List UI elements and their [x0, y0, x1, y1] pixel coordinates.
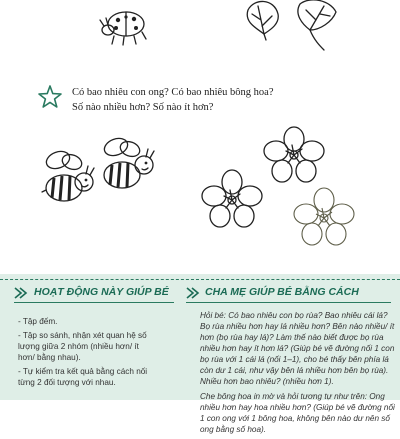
ladybug-icon [98, 6, 152, 48]
question-line-1: Có bao nhiêu con ong? Có bao nhiêu bông hoa? [72, 87, 274, 98]
activity-title: HOẠT ĐỘNG NÀY GIÚP BÉ [34, 286, 169, 298]
list-item: - Tập so sánh, nhận xét quan hệ số lượng giữa 2 nhóm (nhiều hơn/ ít hơn/ bằng nhau). [18, 331, 147, 362]
list-item: - Tập đếm. [18, 317, 58, 326]
star-icon [38, 85, 62, 109]
guidance-paragraph: Che bông hoa in mờ và hỏi tương tự như trên: Ong nhiều hơn hay hoa nhiều hơn? (Giúp bé vẽ đường nối 1 con ong với 1 bông hoa, không bên nào dư nên số ong bằng số hoa). [200, 392, 395, 434]
flower-icon [262, 125, 326, 185]
faded-flower-icon [292, 186, 356, 248]
activity-list [18, 316, 153, 391]
list-item: - Tự kiểm tra kết quả bằng cách nối từng 2 đối tượng với nhau. [18, 367, 148, 387]
guidance-paragraph: Hỏi bé: Có bao nhiêu con bọ rùa? Bao nhiêu cái lá? Bọ rùa nhiều hơn hay lá nhiều hơn? Bên nào nhiều/ ít hơn (bọ rùa hay lá)? Làm thế nào biết được bọ rùa nhiều hơn hay ít hơn lá? (Giúp bé vẽ đường nối 1 con bọ rùa với 1 cái lá (nối 1–1), cho bé thấy bên phía lá còn dư 1 cái, như vậy bên lá nhiều hơn bên bọ rùa). Nhiều hơn bao nhiêu? (nhiều hơn 1). [200, 311, 395, 386]
arrow-right-icon [186, 287, 200, 299]
flower-icon [200, 168, 264, 230]
bee-icon [100, 135, 160, 197]
leaves-icon [244, 0, 344, 60]
question-text [72, 85, 392, 115]
bee-icon [42, 150, 98, 212]
arrow-left-icon [14, 287, 28, 299]
parents-title-underline [186, 302, 391, 303]
parents-guidance [200, 310, 396, 439]
dashed-divider [0, 279, 400, 280]
parents-title: CHA MẸ GIÚP BÉ BẰNG CÁCH [205, 286, 359, 298]
activity-title-underline [14, 302, 174, 303]
question-line-2: Số nào nhiều hơn? Số nào ít hơn? [72, 102, 214, 113]
